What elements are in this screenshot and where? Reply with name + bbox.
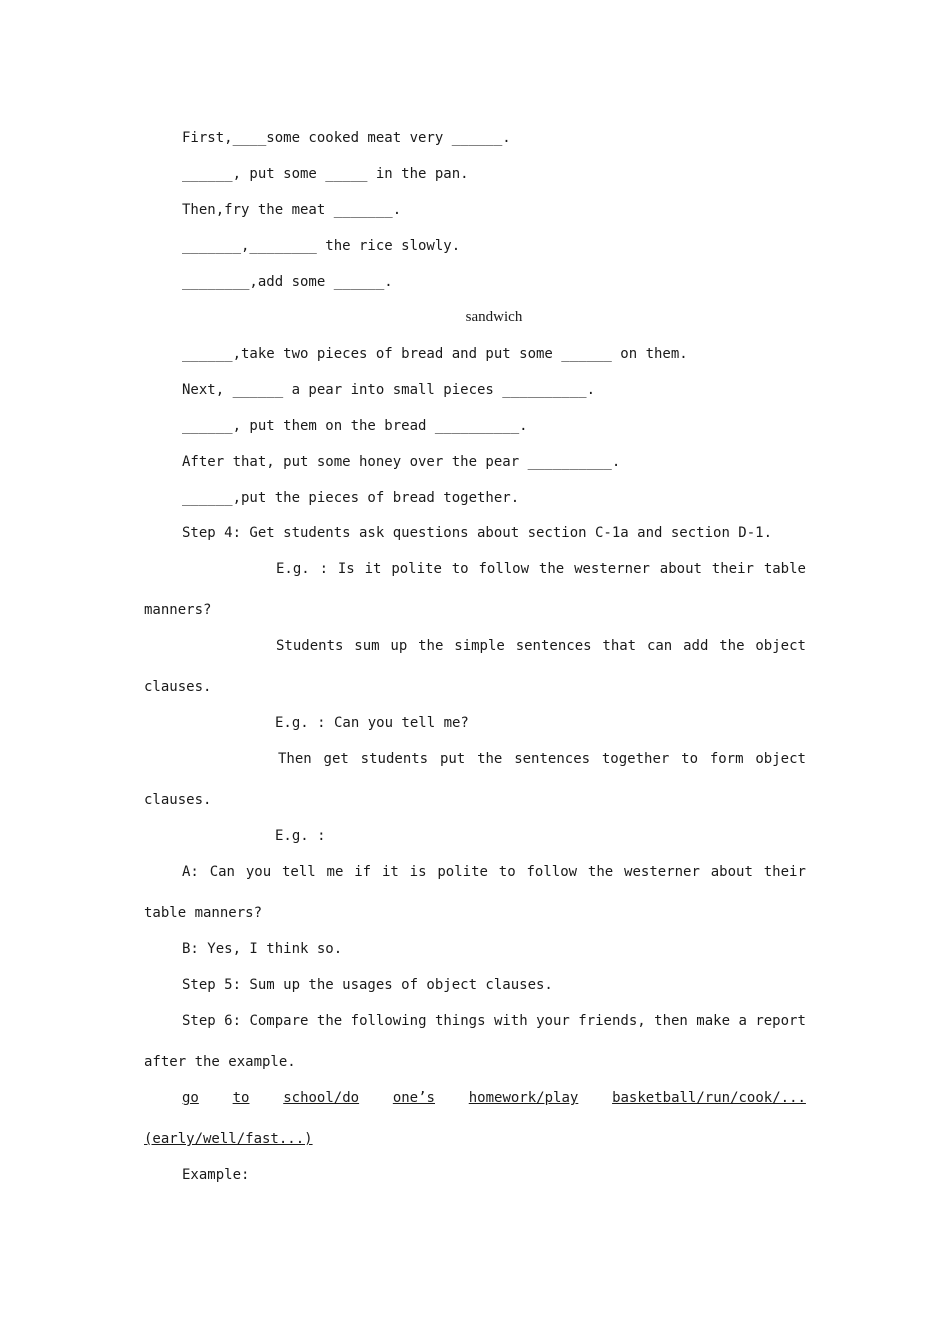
sandwich-line-3: ______, put them on the bread __________. xyxy=(182,418,528,434)
word: the xyxy=(538,561,565,577)
word: sentences xyxy=(514,751,591,767)
word: 6: xyxy=(224,1013,242,1029)
step-5-line: Step 5: Sum up the usages of object clauses. xyxy=(182,977,553,993)
word: westerner xyxy=(574,561,650,577)
word: make xyxy=(696,1013,731,1029)
activities-line xyxy=(182,1089,806,1107)
dialogue-a-continuation: table manners? xyxy=(144,905,263,921)
cooking-line-5: ________,add some ______. xyxy=(182,274,393,290)
word: follow xyxy=(526,864,578,880)
word: Then xyxy=(278,751,312,767)
word: following xyxy=(350,1013,427,1029)
sandwich-line-2: Next, ______ a pear into small pieces __________. xyxy=(182,382,596,398)
word: Can xyxy=(209,864,235,880)
word: get xyxy=(323,751,349,767)
word: the xyxy=(587,864,614,880)
word: sum xyxy=(354,638,380,654)
example-simple-sentence: E.g. : Can you tell me? xyxy=(275,715,469,731)
word: your xyxy=(536,1013,570,1029)
word: then xyxy=(654,1013,688,1029)
then-instruction-line xyxy=(278,750,806,768)
word: a xyxy=(738,1013,747,1029)
word: to xyxy=(232,1090,250,1106)
sum-up-line xyxy=(276,637,806,655)
word: the xyxy=(418,638,444,654)
activities-continuation: (early/well/fast...) xyxy=(144,1131,313,1147)
word: about xyxy=(710,864,753,880)
dialogue-a-line xyxy=(182,863,806,881)
word: polite xyxy=(391,561,442,577)
sandwich-heading: sandwich xyxy=(465,309,523,325)
word: is xyxy=(409,864,427,880)
word: if xyxy=(354,864,372,880)
word: : xyxy=(319,561,329,577)
word: that xyxy=(602,638,637,654)
word: can xyxy=(646,638,673,654)
cooking-line-3: Then,fry the meat _______. xyxy=(182,202,402,218)
word: object xyxy=(755,751,806,767)
word: westerner xyxy=(624,864,700,880)
cooking-line-4: _______,________ the rice slowly. xyxy=(182,238,461,254)
word: me xyxy=(326,864,344,880)
step-6-continuation: after the example. xyxy=(144,1054,296,1070)
word: polite xyxy=(437,864,488,880)
word: up xyxy=(390,638,408,654)
word: table xyxy=(763,561,806,577)
word: report xyxy=(755,1013,806,1029)
word: simple xyxy=(454,638,505,654)
word: homework/play xyxy=(468,1090,579,1106)
word: sentences xyxy=(515,638,592,654)
word: Students xyxy=(276,638,344,654)
word: things xyxy=(434,1013,486,1029)
word: go xyxy=(182,1090,199,1106)
word: it xyxy=(381,864,399,880)
word: the xyxy=(719,638,745,654)
word: the xyxy=(316,1013,343,1029)
example-question-line xyxy=(276,560,806,578)
word: form xyxy=(709,751,744,767)
example-heading: Example: xyxy=(182,1167,250,1183)
word: Is xyxy=(337,561,355,577)
word: friends, xyxy=(578,1013,646,1029)
word: add xyxy=(683,638,709,654)
sandwich-line-1: ______,take two pieces of bread and put some ______ on them. xyxy=(182,346,688,362)
word: school/do xyxy=(283,1090,360,1106)
word: Step xyxy=(182,1013,216,1029)
cooking-line-1: First,____some cooked meat very ______. xyxy=(182,130,511,146)
word: to xyxy=(681,751,698,767)
word: with xyxy=(493,1013,528,1029)
then-instruction-continuation: clauses. xyxy=(144,792,212,808)
sandwich-line-4: After that, put some honey over the pear __________. xyxy=(182,454,621,470)
word: students xyxy=(360,751,429,767)
word: together xyxy=(601,751,670,767)
word: to xyxy=(498,864,516,880)
word: it xyxy=(364,561,382,577)
sum-up-continuation: clauses. xyxy=(144,679,212,695)
word: put xyxy=(439,751,466,767)
word: A: xyxy=(182,864,199,880)
word: tell xyxy=(281,864,316,880)
step-6-line xyxy=(182,1012,806,1030)
word: one’s xyxy=(392,1090,435,1106)
word: basketball/run/cook/... xyxy=(612,1090,806,1106)
dialogue-b-line: B: Yes, I think so. xyxy=(182,941,343,957)
word: to xyxy=(451,561,469,577)
word: about xyxy=(659,561,702,577)
word: E.g. xyxy=(276,561,310,577)
word: Compare xyxy=(249,1013,309,1029)
word: the xyxy=(477,751,503,767)
example-label-eg: E.g. : xyxy=(275,828,326,844)
sandwich-line-5: ______,put the pieces of bread together. xyxy=(182,490,520,506)
word: you xyxy=(245,864,272,880)
word: their xyxy=(763,864,806,880)
word: object xyxy=(755,638,806,654)
word: their xyxy=(711,561,754,577)
word: follow xyxy=(478,561,530,577)
cooking-line-2: ______, put some _____ in the pan. xyxy=(182,166,469,182)
example-question-continuation: manners? xyxy=(144,602,212,618)
step-4-line: Step 4: Get students ask questions about section C-1a and section D-1. xyxy=(182,525,773,541)
